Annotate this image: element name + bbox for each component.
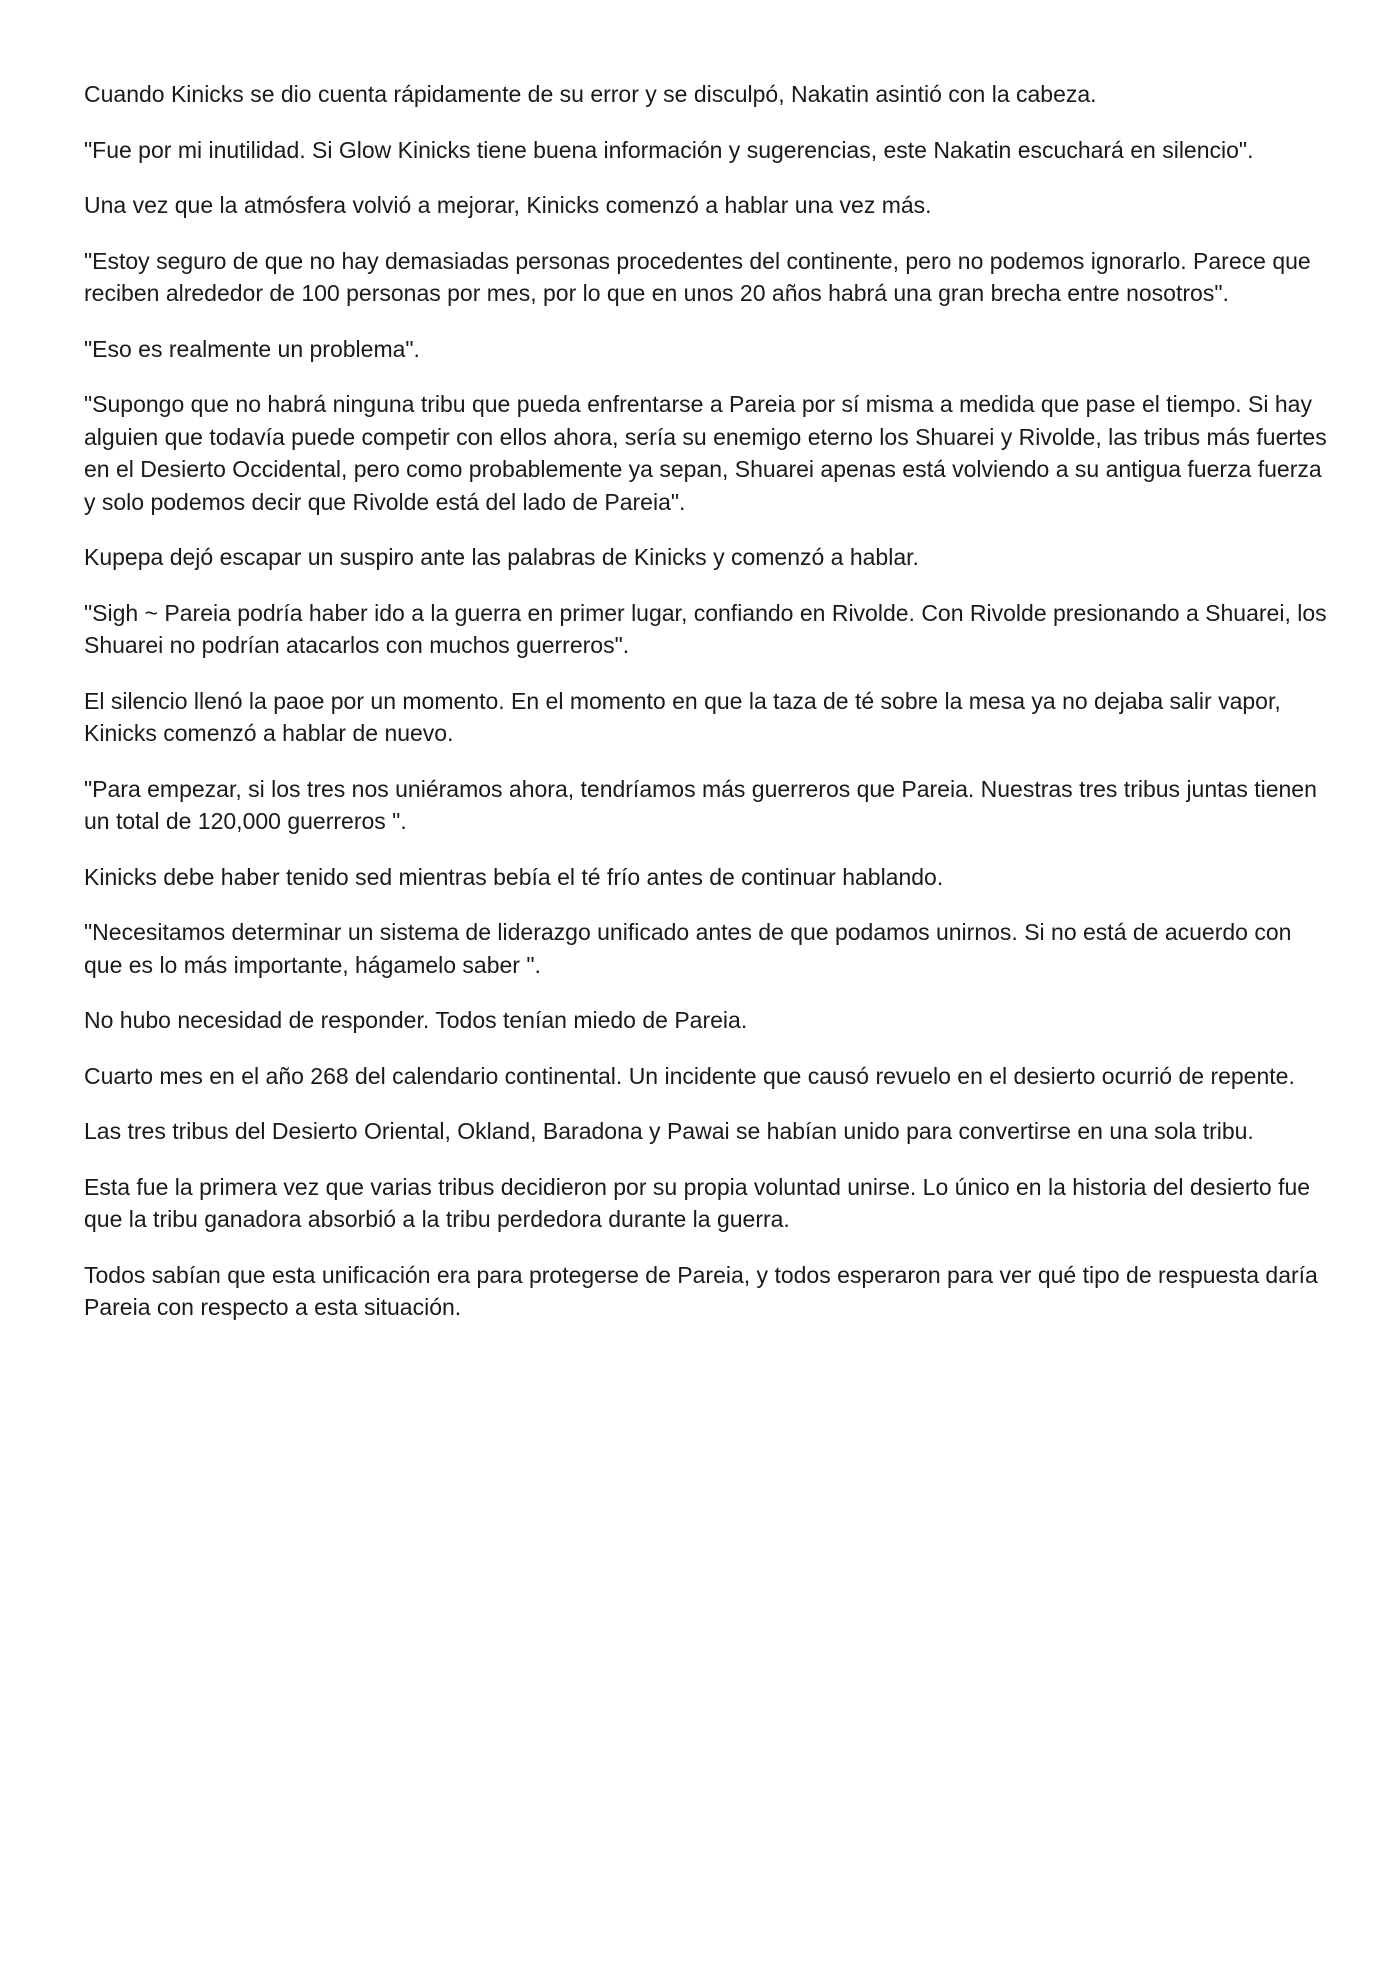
paragraph: Cuarto mes en el año 268 del calendario continental. Un incidente que causó revuelo en el desierto ocurrió de repente. <box>84 1062 1295 1089</box>
paragraph: "Sigh ~ Pareia podría haber ido a la guerra en primer lugar, confiando en Rivolde. Con Rivolde presionando a Shuarei, los Shuarei no podrían atacarlos con muchos guerreros". <box>84 599 1327 658</box>
paragraph: Esta fue la primera vez que varias tribus decidieron por su propia voluntad unirse. Lo único en la historia del desierto fue que la tribu ganadora absorbió a la tribu perdedora durante la guerra. <box>84 1173 1311 1232</box>
paragraph: "Eso es realmente un problema". <box>84 335 420 362</box>
paragraph: Las tres tribus del Desierto Oriental, Okland, Baradona y Pawai se habían unido para convertirse en una sola tribu. <box>84 1118 1254 1144</box>
paragraph: "Necesitamos determinar un sistema de liderazgo unificado antes de que podamos unirnos. Si no está de acuerdo con que es lo más importante, hágamelo saber ". <box>84 919 1292 978</box>
paragraph: Kupepa dejó escapar un suspiro ante las palabras de Kinicks y comenzó a hablar. <box>84 544 919 570</box>
paragraph: Kinicks debe haber tenido sed mientras bebía el té frío antes de continuar hablando. <box>84 863 944 890</box>
paragraph: Todos sabían que esta unificación era para protegerse de Pareia, y todos esperaron para ver qué tipo de respuesta daría Pareia con respecto a esta situación. <box>84 1261 1318 1320</box>
paragraph: "Para empezar, si los tres nos uniéramos ahora, tendríamos más guerreros que Pareia. Nuestras tres tribus juntas tienen un total de 120,000 guerreros ". <box>84 775 1317 834</box>
paragraph: No hubo necesidad de responder. Todos tenían miedo de Pareia. <box>84 1007 748 1033</box>
document-body <box>84 78 1334 1347</box>
paragraph: El silencio llenó la paoe por un momento. En el momento en que la taza de té sobre la mesa ya no dejaba salir vapor, Kinicks comenzó a hablar de nuevo. <box>84 687 1281 746</box>
paragraph: Cuando Kinicks se dio cuenta rápidamente de su error y se disculpó, Nakatin asintió con la cabeza. <box>84 81 1097 107</box>
paragraph: "Supongo que no habrá ninguna tribu que pueda enfrentarse a Pareia por sí misma a medida que pase el tiempo. Si hay alguien que todavía puede competir con ellos ahora, sería su enemigo eterno los Shuarei y Rivolde, las tribus más fuertes en el Desierto Occidental, pero como probablemente ya sepan, Shuarei apenas está volviendo a su antigua fuerza fuerza y solo podemos decir que Rivolde está del lado de Pareia". <box>84 391 1327 515</box>
paragraph: "Fue por mi inutilidad. Si Glow Kinicks tiene buena información y sugerencias, este Nakatin escuchará en silencio". <box>84 136 1254 163</box>
paragraph: "Estoy seguro de que no hay demasiadas personas procedentes del continente, pero no podemos ignorarlo. Parece que reciben alrededor de 100 personas por mes, por lo que en unos 20 años habrá una gran brecha entre nosotros". <box>84 247 1311 306</box>
paragraph: Una vez que la atmósfera volvió a mejorar, Kinicks comenzó a hablar una vez más. <box>84 192 932 218</box>
